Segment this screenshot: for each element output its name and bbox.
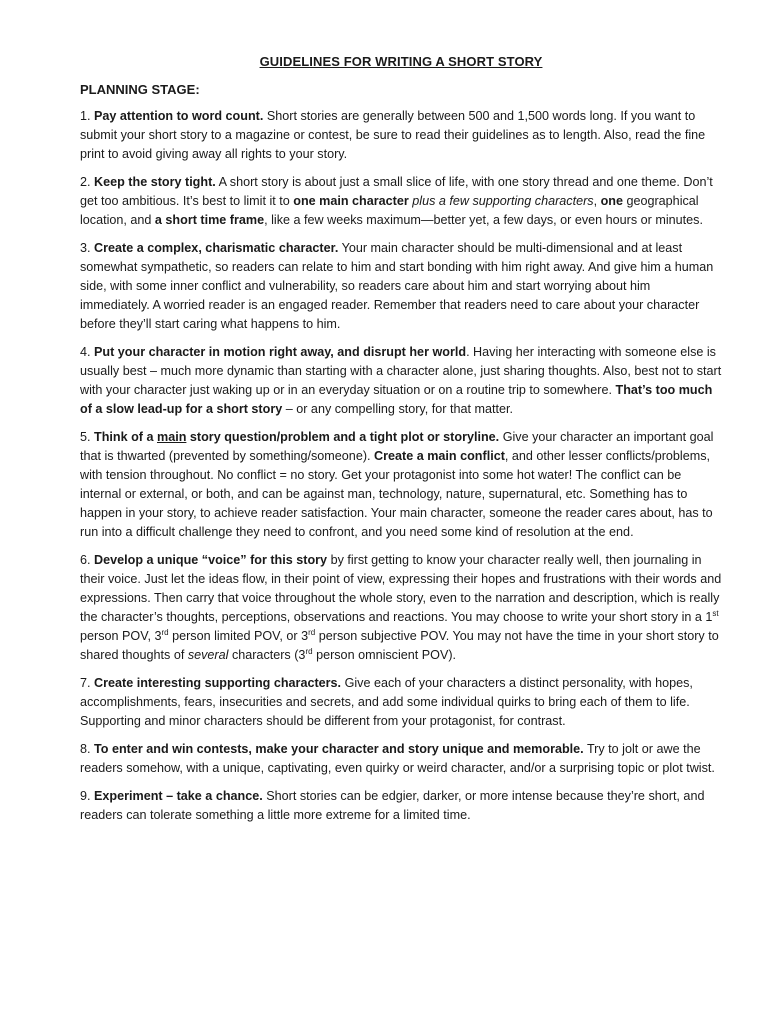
item-number: 9.	[80, 789, 91, 803]
item-number: 2.	[80, 175, 91, 189]
guideline-item-5	[80, 428, 722, 542]
ordinal-superscript: rd	[308, 627, 316, 637]
guideline-item-8	[80, 740, 722, 778]
item-lead	[94, 430, 499, 444]
item-lead: Experiment – take a chance.	[94, 789, 263, 803]
guideline-item-6	[80, 551, 722, 665]
item-lead: Pay attention to word count.	[94, 109, 264, 123]
item-number: 5.	[80, 430, 91, 444]
ordinal-superscript: st	[712, 608, 719, 618]
item-text: by first getting to know your character really well, then journaling in their voice. Just let the ideas flow, in their point of view, expressing their hopes and frustrations with their words and expressions. Then carry that voice throughout the whole story, even to the narration and description, which is really the character’s thoughts, perceptions, observations and reactions. You may choose to write your short story in a 1	[80, 553, 722, 624]
item-number: 6.	[80, 553, 91, 567]
item-text: characters (3	[231, 648, 306, 662]
item-number: 1.	[80, 109, 91, 123]
item-lead-underlined: main	[157, 430, 187, 444]
item-body: Give each of your characters a distinct personality, with hopes, accomplishments, fears, insecurities and secrets, and add some individual quirks to bring each of them to life. Supporting and minor characters should be different from your protagonist, for contrast.	[80, 676, 693, 728]
item-number: 7.	[80, 676, 91, 690]
item-number: 4.	[80, 345, 91, 359]
guideline-item-2	[80, 173, 722, 230]
item-text: , and other lesser conflicts/problems, with tension throughout. No conflict = no story. Get your protagonist into some hot water! The conflict can be internal or external, or both, and can be against man, technology, nature, supernatural, etc. Something has to happen in your story, to achieve reader satisfaction. Your main character, someone the reader cares about, has to run into a difficult challenge they need to confront, and you need some kind of resolution at the end.	[80, 449, 713, 539]
guideline-item-1	[80, 107, 722, 164]
item-lead: Develop a unique “voice” for this story	[94, 553, 328, 567]
item-text: person omniscient POV).	[316, 648, 457, 662]
item-text: ,	[593, 194, 598, 208]
item-italic: several	[187, 648, 229, 662]
item-text: geographical location, and	[80, 194, 699, 227]
item-text: person POV, 3	[80, 629, 162, 643]
item-text: A short story is about just a small slice of life, with one story thread and one theme. Don’t get too ambitious. It’s best to limit it to	[80, 175, 713, 208]
item-text: Give your character an important goal that is thwarted (prevented by something/someone).	[80, 430, 714, 463]
item-italic: plus a few supporting characters	[412, 194, 594, 208]
item-body: Short stories are generally between 500 and 1,500 words long. If you want to submit your short story to a magazine or contest, be sure to read their guidelines as to length. Also, read the fine print to avoid giving away all rights to your story.	[80, 109, 706, 161]
item-number: 3.	[80, 241, 91, 255]
item-lead: Keep the story tight.	[94, 175, 216, 189]
item-body: Your main character should be multi-dimensional and at least somewhat sympathetic, so readers can relate to him and start bonding with him right away. And give him a human side, with some inner conflict and vulnerability, so readers care about him and start worrying about him immediately. A worried reader is an engaged reader. Remember that readers need to care about your character before they’ll start caring what happens to him.	[80, 241, 714, 331]
item-emphasis: one main character	[293, 194, 409, 208]
item-lead: Put your character in motion right away, and disrupt her world	[94, 345, 467, 359]
item-lead: Create interesting supporting characters.	[94, 676, 342, 690]
item-emphasis: Create a main conflict	[374, 449, 505, 463]
item-body: Try to jolt or awe the readers somehow, with a unique, captivating, even quirky or weird character, and/or a surprising topic or plot twist.	[80, 742, 715, 775]
item-lead-part: Think of a	[94, 430, 154, 444]
item-lead: To enter and win contests, make your character and story unique and memorable.	[94, 742, 584, 756]
item-lead-part: story question/problem and a tight plot or storyline.	[189, 430, 500, 444]
ordinal-superscript: rd	[161, 627, 169, 637]
item-text: , like a few weeks maximum—better yet, a few days, or even hours or minutes.	[264, 213, 703, 227]
item-number: 8.	[80, 742, 91, 756]
item-emphasis: a short time frame	[154, 213, 265, 227]
guideline-item-3	[80, 239, 722, 334]
item-text: – or any compelling story, for that matter.	[285, 402, 513, 416]
guideline-item-9	[80, 787, 722, 825]
item-text: person limited POV, or 3	[172, 629, 309, 643]
item-emphasis: one	[600, 194, 623, 208]
item-lead: Create a complex, charismatic character.	[94, 241, 339, 255]
ordinal-superscript: rd	[305, 646, 313, 656]
stage-heading: PLANNING STAGE:	[80, 82, 200, 97]
guideline-item-7	[80, 674, 722, 731]
item-emphasis: That’s too much of a slow lead-up for a short story	[80, 383, 713, 416]
document-title: GUIDELINES FOR WRITING A SHORT STORY	[259, 54, 543, 69]
item-text: person subjective POV. You may not have the time in your short story to shared thoughts of	[80, 629, 719, 662]
item-body: Short stories can be edgier, darker, or more intense because they’re short, and readers can tolerate something a little more extreme for a limited time.	[80, 789, 705, 822]
guideline-item-4	[80, 343, 722, 419]
item-text: . Having her interacting with someone else is usually best – much more dynamic than starting with a character alone, just sharing thoughts. Also, best not to start with your character just waking up or in an everyday situation or on a routine trip to somewhere.	[80, 345, 722, 397]
